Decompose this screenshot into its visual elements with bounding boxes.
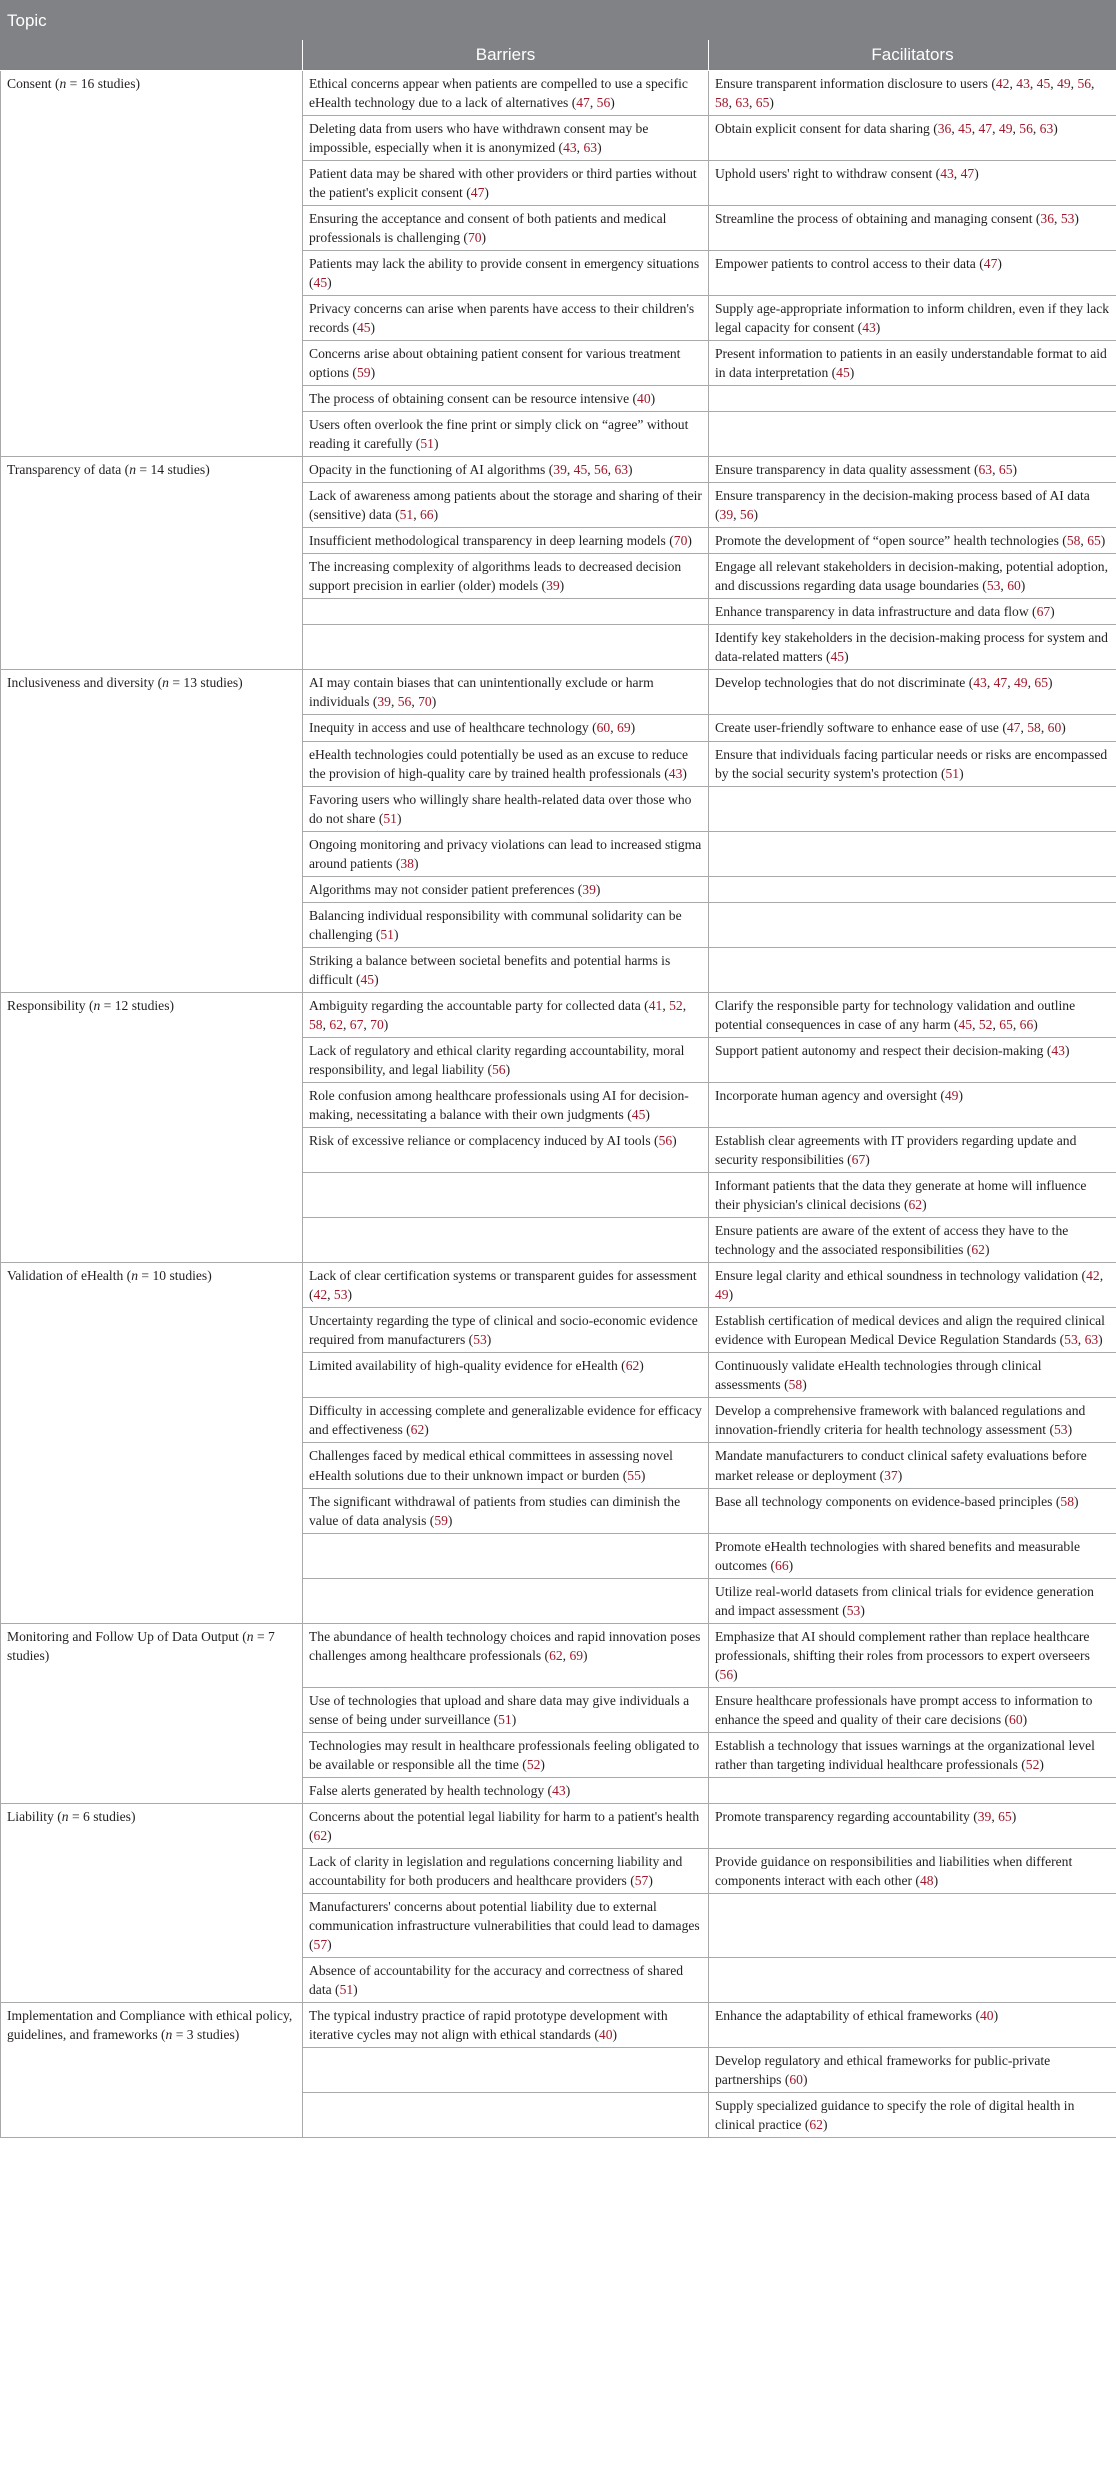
barrier-cell: eHealth technologies could potentially be used as an excuse to reduce the provision of high-quality care by trained health professionals (43) bbox=[303, 741, 709, 786]
barrier-cell: Uncertainty regarding the type of clinical and socio-economic evidence required from manufacturers (53) bbox=[303, 1308, 709, 1353]
facilitator-cell: Ensure transparent information disclosure to users (42, 43, 45, 49, 56, 58, 63, 65) bbox=[709, 70, 1116, 115]
facilitator-cell bbox=[709, 386, 1116, 412]
barrier-cell: Ethical concerns appear when patients are compelled to use a specific eHealth technology due to a lack of alternatives (47, 56) bbox=[303, 70, 709, 115]
facilitator-cell bbox=[709, 786, 1116, 831]
barrier-cell: Patients may lack the ability to provide consent in emergency situations (45) bbox=[303, 250, 709, 295]
barrier-cell bbox=[303, 599, 709, 625]
barrier-cell: Lack of clarity in legislation and regulations concerning liability and accountability for both producers and healthcare providers (57) bbox=[303, 1849, 709, 1894]
title-header-row bbox=[1, 1, 1116, 40]
topic-cell: Transparency of data (n = 14 studies) bbox=[1, 457, 303, 670]
facilitator-cell: Supply specialized guidance to specify the role of digital health in clinical practice (62) bbox=[709, 2093, 1116, 2138]
barrier-cell: Striking a balance between societal benefits and potential harms is difficult (45) bbox=[303, 947, 709, 992]
topic-cell: Validation of eHealth (n = 10 studies) bbox=[1, 1263, 303, 1624]
facilitator-cell bbox=[709, 1777, 1116, 1803]
facilitator-cell: Present information to patients in an easily understandable format to aid in data interpretation (45) bbox=[709, 340, 1116, 385]
facilitator-cell: Develop technologies that do not discriminate (43, 47, 49, 65) bbox=[709, 670, 1116, 715]
barrier-cell: Users often overlook the fine print or simply click on “agree” without reading it carefully (51) bbox=[303, 412, 709, 457]
facilitator-cell: Streamline the process of obtaining and managing consent (36, 53) bbox=[709, 205, 1116, 250]
barrier-cell: Technologies may result in healthcare professionals feeling obligated to be available or responsible all the time (52) bbox=[303, 1732, 709, 1777]
barrier-cell: Privacy concerns can arise when parents have access to their children's records (45) bbox=[303, 295, 709, 340]
table-row bbox=[1, 70, 1116, 115]
barrier-cell: The process of obtaining consent can be resource intensive (40) bbox=[303, 386, 709, 412]
barrier-cell: Patient data may be shared with other providers or third parties without the patient's explicit consent (47) bbox=[303, 160, 709, 205]
facilitator-cell: Engage all relevant stakeholders in decision-making, potential adoption, and discussions regarding data usage boundaries (53, 60) bbox=[709, 554, 1116, 599]
facilitator-cell: Ensure legal clarity and ethical soundness in technology validation (42, 49) bbox=[709, 1263, 1116, 1308]
barrier-cell: The increasing complexity of algorithms leads to decreased decision support precision in earlier (older) models (39) bbox=[303, 554, 709, 599]
facilitator-cell: Establish certification of medical devices and align the required clinical evidence with European Medical Device Regulation Standards (53, 63) bbox=[709, 1308, 1116, 1353]
facilitator-cell: Support patient autonomy and respect their decision-making (43) bbox=[709, 1037, 1116, 1082]
barrier-cell: The abundance of health technology choices and rapid innovation poses challenges among healthcare professionals (62, 69) bbox=[303, 1623, 709, 1687]
topic-header: Topic bbox=[1, 1, 1116, 40]
facilitators-header: Facilitators bbox=[709, 39, 1116, 70]
barrier-cell: Balancing individual responsibility with communal solidarity can be challenging (51) bbox=[303, 902, 709, 947]
topic-cell: Liability (n = 6 studies) bbox=[1, 1803, 303, 2002]
barrier-cell: Ongoing monitoring and privacy violations can lead to increased stigma around patients (38) bbox=[303, 831, 709, 876]
barrier-cell bbox=[303, 1173, 709, 1218]
barrier-cell: Ambiguity regarding the accountable party for collected data (41, 52, 58, 62, 67, 70) bbox=[303, 992, 709, 1037]
barrier-cell: Opacity in the functioning of AI algorithms (39, 45, 56, 63) bbox=[303, 457, 709, 483]
facilitator-cell: Informant patients that the data they generate at home will influence their physician's clinical decisions (62) bbox=[709, 1173, 1116, 1218]
facilitator-cell bbox=[709, 902, 1116, 947]
table-row bbox=[1, 2003, 1116, 2048]
table-row bbox=[1, 1803, 1116, 1848]
barrier-cell: Algorithms may not consider patient preferences (39) bbox=[303, 876, 709, 902]
facilitator-cell: Establish clear agreements with IT providers regarding update and security responsibilities (67) bbox=[709, 1128, 1116, 1173]
barrier-cell: Concerns about the potential legal liability for harm to a patient's health (62) bbox=[303, 1803, 709, 1848]
table-row bbox=[1, 992, 1116, 1037]
barrier-cell: The significant withdrawal of patients from studies can diminish the value of data analysis (59) bbox=[303, 1488, 709, 1533]
facilitator-cell: Emphasize that AI should complement rather than replace healthcare professionals, shifting their roles from processors to expert overseers (56) bbox=[709, 1623, 1116, 1687]
facilitator-cell: Incorporate human agency and oversight (49) bbox=[709, 1082, 1116, 1127]
topic-cell: Consent (n = 16 studies) bbox=[1, 70, 303, 457]
facilitator-cell bbox=[709, 412, 1116, 457]
facilitator-cell: Continuously validate eHealth technologies through clinical assessments (58) bbox=[709, 1353, 1116, 1398]
barrier-cell: Risk of excessive reliance or complacency induced by AI tools (56) bbox=[303, 1128, 709, 1173]
barrier-cell: Favoring users who willingly share health-related data over those who do not share (51) bbox=[303, 786, 709, 831]
barrier-cell bbox=[303, 2048, 709, 2093]
facilitator-cell: Empower patients to control access to their data (47) bbox=[709, 250, 1116, 295]
barrier-cell: Manufacturers' concerns about potential liability due to external communication infrastructure vulnerabilities that could lead to damages (57) bbox=[303, 1894, 709, 1958]
facilitator-cell: Ensure patients are aware of the extent of access they have to the technology and the associated responsibilities (62) bbox=[709, 1218, 1116, 1263]
barrier-cell: Role confusion among healthcare professionals using AI for decision-making, necessitating a balance with their own judgments (45) bbox=[303, 1082, 709, 1127]
facilitator-cell: Promote eHealth technologies with shared benefits and measurable outcomes (66) bbox=[709, 1533, 1116, 1578]
facilitator-cell: Obtain explicit consent for data sharing (36, 45, 47, 49, 56, 63) bbox=[709, 115, 1116, 160]
facilitator-cell bbox=[709, 1958, 1116, 2003]
empty-header-cell bbox=[1, 39, 303, 70]
barrier-cell: Lack of awareness among patients about the storage and sharing of their (sensitive) data (51, 66) bbox=[303, 483, 709, 528]
facilitator-cell: Uphold users' right to withdraw consent (43, 47) bbox=[709, 160, 1116, 205]
barrier-cell: Lack of clear certification systems or transparent guides for assessment (42, 53) bbox=[303, 1263, 709, 1308]
facilitator-cell: Ensure healthcare professionals have prompt access to information to enhance the speed and quality of their care decisions (60) bbox=[709, 1687, 1116, 1732]
barrier-cell: Limited availability of high-quality evidence for eHealth (62) bbox=[303, 1353, 709, 1398]
barrier-cell: AI may contain biases that can unintentionally exclude or harm individuals (39, 56, 70) bbox=[303, 670, 709, 715]
facilitator-cell: Create user-friendly software to enhance ease of use (47, 58, 60) bbox=[709, 715, 1116, 741]
facilitator-cell: Identify key stakeholders in the decision-making process for system and data-related matters (45) bbox=[709, 625, 1116, 670]
barrier-cell: Use of technologies that upload and share data may give individuals a sense of being under surveillance (51) bbox=[303, 1687, 709, 1732]
facilitator-cell: Utilize real-world datasets from clinical trials for evidence generation and impact assessment (53) bbox=[709, 1578, 1116, 1623]
facilitator-cell: Enhance transparency in data infrastructure and data flow (67) bbox=[709, 599, 1116, 625]
facilitator-cell: Ensure transparency in the decision-making process based of AI data (39, 56) bbox=[709, 483, 1116, 528]
topic-cell: Responsibility (n = 12 studies) bbox=[1, 992, 303, 1262]
facilitator-cell: Develop regulatory and ethical frameworks for public-private partnerships (60) bbox=[709, 2048, 1116, 2093]
table-row bbox=[1, 1263, 1116, 1308]
barrier-cell: Deleting data from users who have withdrawn consent may be impossible, especially when it is anonymized (43, 63) bbox=[303, 115, 709, 160]
barrier-cell bbox=[303, 1218, 709, 1263]
barrier-cell: The typical industry practice of rapid prototype development with iterative cycles may not align with ethical standards (40) bbox=[303, 2003, 709, 2048]
barrier-cell bbox=[303, 1578, 709, 1623]
barrier-cell: Inequity in access and use of healthcare technology (60, 69) bbox=[303, 715, 709, 741]
facilitator-cell: Clarify the responsible party for technology validation and outline potential consequences in case of any harm (45, 52, 65, 66) bbox=[709, 992, 1116, 1037]
table-body bbox=[1, 1, 1116, 2138]
topic-cell: Inclusiveness and diversity (n = 13 studies) bbox=[1, 670, 303, 992]
barrier-cell: Insufficient methodological transparency in deep learning models (70) bbox=[303, 528, 709, 554]
barrier-cell: Concerns arise about obtaining patient consent for various treatment options (59) bbox=[303, 340, 709, 385]
facilitator-cell: Supply age-appropriate information to inform children, even if they lack legal capacity for consent (43) bbox=[709, 295, 1116, 340]
barrier-cell: Challenges faced by medical ethical committees in assessing novel eHealth solutions due to their unknown impact or burden (55) bbox=[303, 1443, 709, 1488]
barrier-cell: Absence of accountability for the accuracy and correctness of shared data (51) bbox=[303, 1958, 709, 2003]
facilitator-cell: Promote transparency regarding accountability (39, 65) bbox=[709, 1803, 1116, 1848]
barrier-cell: Ensuring the acceptance and consent of both patients and medical professionals is challenging (70) bbox=[303, 205, 709, 250]
barriers-header: Barriers bbox=[303, 39, 709, 70]
facilitator-cell: Develop a comprehensive framework with balanced regulations and innovation-friendly criteria for health technology assessment (53) bbox=[709, 1398, 1116, 1443]
column-header-row bbox=[1, 39, 1116, 70]
facilitator-cell: Provide guidance on responsibilities and liabilities when different components interact with each other (48) bbox=[709, 1849, 1116, 1894]
barrier-cell: False alerts generated by health technology (43) bbox=[303, 1777, 709, 1803]
facilitator-cell: Promote the development of “open source” health technologies (58, 65) bbox=[709, 528, 1116, 554]
facilitator-cell: Enhance the adaptability of ethical frameworks (40) bbox=[709, 2003, 1116, 2048]
facilitator-cell: Establish a technology that issues warnings at the organizational level rather than targeting individual healthcare professionals (52) bbox=[709, 1732, 1116, 1777]
topic-cell: Monitoring and Follow Up of Data Output (n = 7 studies) bbox=[1, 1623, 303, 1803]
table-row bbox=[1, 457, 1116, 483]
facilitator-cell bbox=[709, 876, 1116, 902]
facilitator-cell: Mandate manufacturers to conduct clinical safety evaluations before market release or deployment (37) bbox=[709, 1443, 1116, 1488]
facilitator-cell: Base all technology components on evidence-based principles (58) bbox=[709, 1488, 1116, 1533]
facilitator-cell bbox=[709, 1894, 1116, 1958]
barrier-cell bbox=[303, 2093, 709, 2138]
topic-cell: Implementation and Compliance with ethical policy, guidelines, and frameworks (n = 3 studies) bbox=[1, 2003, 303, 2138]
barrier-cell: Difficulty in accessing complete and generalizable evidence for efficacy and effectiveness (62) bbox=[303, 1398, 709, 1443]
table-row bbox=[1, 670, 1116, 715]
facilitator-cell bbox=[709, 947, 1116, 992]
facilitator-cell: Ensure transparency in data quality assessment (63, 65) bbox=[709, 457, 1116, 483]
table-row bbox=[1, 1623, 1116, 1687]
facilitator-cell: Ensure that individuals facing particular needs or risks are encompassed by the social security system's protection (51) bbox=[709, 741, 1116, 786]
barrier-cell bbox=[303, 625, 709, 670]
barrier-cell: Lack of regulatory and ethical clarity regarding accountability, moral responsibility, and legal liability (56) bbox=[303, 1037, 709, 1082]
barrier-cell bbox=[303, 1533, 709, 1578]
facilitator-cell bbox=[709, 831, 1116, 876]
